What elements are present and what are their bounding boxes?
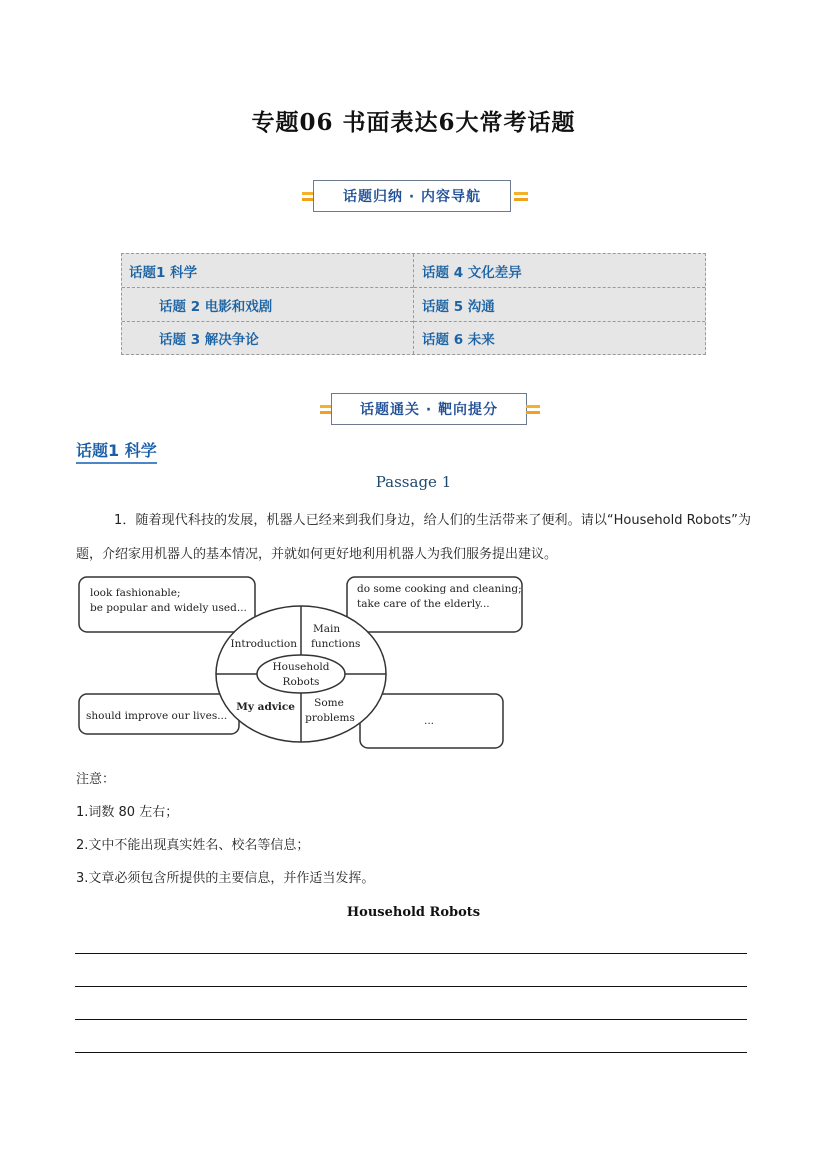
center-label-line2: Robots bbox=[282, 676, 320, 688]
toc-item-label: 话题 3 解决争论 bbox=[159, 332, 259, 348]
box-top-left-line2: be popular and widely used... bbox=[90, 602, 247, 614]
practice-banner-label: 话题通关 · 靶向提分 bbox=[331, 393, 527, 425]
toc-item-topic-5[interactable] bbox=[414, 288, 705, 322]
note-item: 2.文中不能出现真实姓名、校名等信息； bbox=[76, 838, 310, 853]
toc-item-label: 话题 2 电影和戏剧 bbox=[159, 298, 273, 315]
answer-line[interactable] bbox=[75, 986, 747, 987]
quadrant-main-functions-line1: Main bbox=[313, 623, 341, 635]
banner-right-deco-icon bbox=[526, 405, 540, 415]
toc-item-topic-3[interactable] bbox=[122, 321, 413, 355]
topic-heading: 话题1 科学 bbox=[76, 438, 157, 464]
passage-title: Passage 1 bbox=[375, 473, 452, 491]
answer-line[interactable] bbox=[75, 1052, 747, 1053]
notes-heading: 注意： bbox=[76, 772, 116, 787]
note-item: 1.词数 80 左右； bbox=[76, 805, 179, 820]
toc-item-label: 话题 6 未来 bbox=[422, 332, 495, 348]
toc-item-topic-4[interactable] bbox=[414, 254, 705, 288]
answer-line[interactable] bbox=[75, 1019, 747, 1020]
note-item: 3.文章必须包含所提供的主要信息，并作适当发挥。 bbox=[76, 871, 375, 886]
quadrant-my-advice: My advice bbox=[236, 701, 295, 713]
toc-item-topic-2[interactable] bbox=[122, 288, 413, 322]
task-prompt: 1．随着现代科技的发展，机器人已经来到我们身边，给人们的生活带来了便利。请以“Household Robots”为题，介绍家用机器人的基本情况，并就如何更好地利用机器人为我们服务提出建议。 bbox=[76, 513, 751, 562]
box-top-right-line2: take care of the elderly... bbox=[357, 598, 490, 610]
toc-item-topic-6[interactable] bbox=[414, 321, 705, 355]
answer-line[interactable] bbox=[75, 953, 747, 954]
quadrant-some-problems-line1: Some bbox=[314, 697, 344, 709]
notes-block bbox=[76, 770, 374, 902]
practice-banner bbox=[320, 393, 540, 429]
quadrant-main-functions-line2: functions bbox=[311, 638, 361, 650]
quadrant-some-problems-line2: problems bbox=[305, 712, 355, 724]
essay-title: Household Robots bbox=[346, 905, 481, 920]
toc-item-label: 话题 4 文化差异 bbox=[422, 264, 522, 281]
banner-right-deco-icon bbox=[514, 192, 528, 202]
box-top-left-line1: look fashionable; bbox=[90, 587, 181, 599]
mind-map-diagram bbox=[74, 574, 534, 754]
toc-item-label: 话题 5 沟通 bbox=[422, 298, 495, 315]
toc-item-label: 话题1 科学 bbox=[129, 264, 198, 281]
box-bottom-left-text: should improve our lives... bbox=[86, 710, 228, 722]
quadrant-introduction: Introduction bbox=[230, 638, 297, 650]
nav-banner bbox=[302, 180, 527, 216]
document-title: 专题06 书面表达6大常考话题 bbox=[251, 109, 576, 136]
topic-table bbox=[121, 253, 706, 355]
box-top-right-line1: do some cooking and cleaning; bbox=[357, 583, 522, 595]
nav-banner-label: 话题归纳 · 内容导航 bbox=[313, 180, 511, 212]
toc-item-topic-1[interactable] bbox=[122, 254, 413, 288]
center-label-line1: Household bbox=[272, 661, 330, 673]
box-bottom-right-text: ... bbox=[423, 715, 435, 727]
